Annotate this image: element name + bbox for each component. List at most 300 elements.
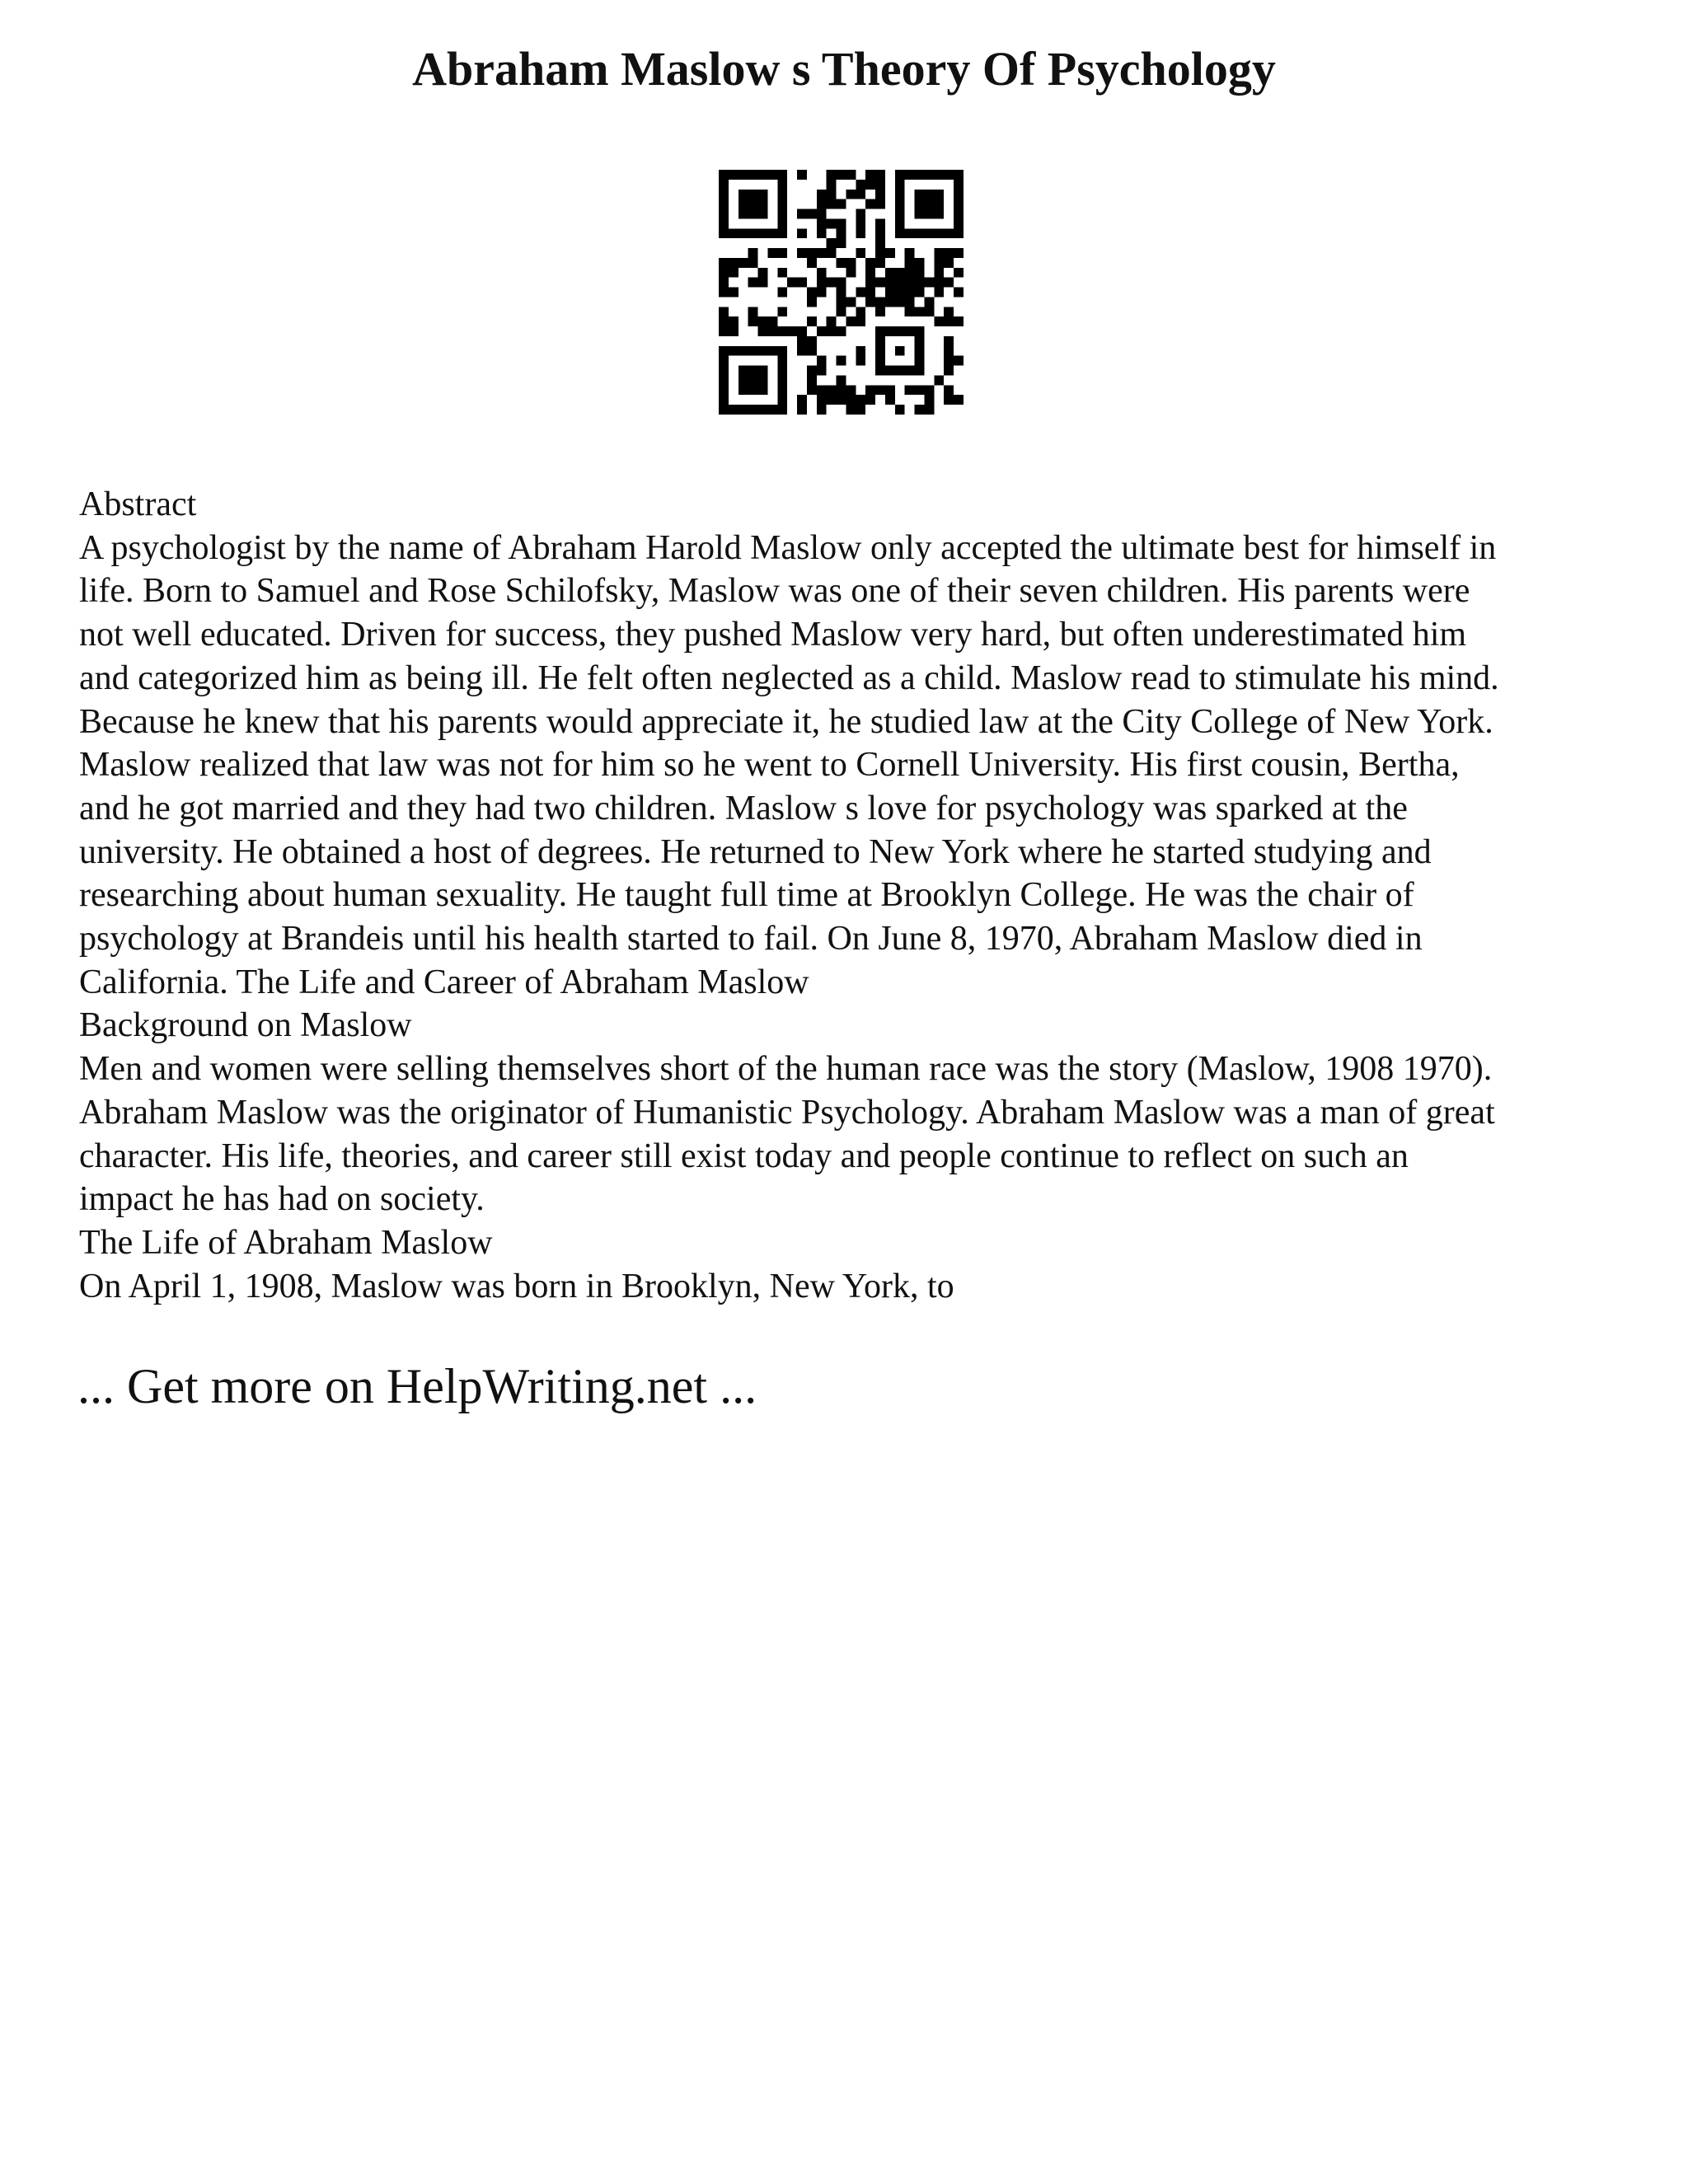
qr-module [885, 297, 895, 307]
qr-module [748, 228, 758, 238]
qr-module [719, 366, 729, 376]
qr-module [905, 288, 915, 298]
qr-module [729, 316, 738, 326]
qr-module [865, 170, 875, 180]
qr-module [807, 288, 817, 298]
qr-module [915, 405, 925, 415]
qr-module [895, 405, 905, 415]
qr-module [758, 385, 768, 395]
qr-module [856, 209, 865, 219]
qr-module [944, 258, 954, 268]
qr-module [885, 278, 895, 288]
qr-module [729, 288, 738, 298]
qr-module [797, 405, 807, 415]
qr-module [875, 278, 885, 288]
qr-module [915, 199, 925, 209]
qr-module [807, 316, 817, 326]
qr-module [837, 170, 846, 180]
qr-module [748, 258, 758, 268]
qr-module [719, 268, 729, 278]
qr-module [719, 278, 729, 288]
qr-module [954, 268, 964, 278]
qr-module [787, 326, 797, 336]
qr-module [865, 297, 875, 307]
qr-module [915, 209, 925, 219]
qr-module [748, 199, 758, 209]
qr-module [719, 356, 729, 366]
qr-module [875, 190, 885, 199]
qr-module [895, 346, 905, 356]
body-line: California. The Life and Career of Abraham Maslow [79, 963, 809, 1001]
qr-module [924, 170, 934, 180]
qr-module [905, 248, 915, 258]
body-line: character. His life, theories, and career still exist today and people continue to reflect on such an [79, 1137, 1409, 1175]
qr-module [924, 278, 934, 288]
qr-module [905, 326, 915, 336]
body-line: A psychologist by the name of Abraham Harold Maslow only accepted the ultimate best for himself in [79, 528, 1497, 567]
qr-module [797, 170, 807, 180]
qr-module [924, 307, 934, 316]
qr-module [846, 190, 856, 199]
qr-module [827, 385, 837, 395]
qr-module [817, 228, 827, 238]
qr-module [875, 366, 885, 376]
qr-module [944, 228, 954, 238]
qr-module [915, 268, 925, 278]
qr-module [738, 228, 748, 238]
qr-module [905, 385, 915, 395]
qr-module [777, 356, 787, 366]
qr-module [875, 258, 885, 268]
qr-module [729, 228, 738, 238]
qr-module [837, 278, 846, 288]
qr-module [895, 278, 905, 288]
qr-module [875, 346, 885, 356]
qr-module [767, 170, 777, 180]
body-line: not well educated. Driven for success, they pushed Maslow very hard, but often underestimated him [79, 616, 1467, 654]
qr-module [895, 180, 905, 190]
qr-module [758, 316, 768, 326]
qr-module [758, 199, 768, 209]
qr-module [729, 405, 738, 415]
qr-module [767, 346, 777, 356]
qr-module [738, 385, 748, 395]
qr-module [797, 326, 807, 336]
qr-module [846, 316, 856, 326]
qr-module [944, 385, 954, 395]
qr-module [777, 180, 787, 190]
qr-module [777, 170, 787, 180]
qr-module [767, 316, 777, 326]
heading-life: The Life of Abraham Maslow [79, 1223, 493, 1262]
qr-module [895, 228, 905, 238]
qr-module [827, 326, 837, 336]
qr-module [729, 268, 738, 278]
qr-module [944, 248, 954, 258]
qr-module [837, 297, 846, 307]
qr-module [856, 356, 865, 366]
qr-module [767, 248, 777, 258]
qr-module [758, 366, 768, 376]
qr-module [777, 375, 787, 385]
qr-module [895, 199, 905, 209]
qr-module [827, 238, 837, 248]
qr-module [837, 385, 846, 395]
qr-module [758, 170, 768, 180]
qr-module [915, 190, 925, 199]
qr-module [895, 190, 905, 199]
qr-module [748, 316, 758, 326]
qr-module [817, 268, 827, 278]
qr-module [738, 346, 748, 356]
qr-module [954, 288, 964, 298]
qr-module [915, 336, 925, 346]
qr-module [738, 258, 748, 268]
get-more-link[interactable]: ... Get more on HelpWriting.net ... [77, 1359, 757, 1413]
qr-module [924, 228, 934, 238]
qr-module [934, 199, 944, 209]
qr-module [837, 307, 846, 316]
qr-module [738, 375, 748, 385]
qr-module [865, 385, 875, 395]
qr-module [924, 395, 934, 405]
qr-module [748, 278, 758, 288]
qr-module [817, 385, 827, 395]
qr-module [875, 218, 885, 228]
qr-module [924, 199, 934, 209]
qr-module [748, 375, 758, 385]
qr-module [748, 248, 758, 258]
qr-module [729, 170, 738, 180]
qr-module [865, 395, 875, 405]
body-line: life. Born to Samuel and Rose Schilofsky, Maslow was one of their seven children. His parents were [79, 572, 1470, 611]
qr-module [934, 375, 944, 385]
qr-module [856, 405, 865, 415]
qr-module [895, 218, 905, 228]
qr-module [924, 385, 934, 395]
qr-module [856, 218, 865, 228]
qr-module [934, 248, 944, 258]
qr-module [748, 346, 758, 356]
qr-module [915, 258, 925, 268]
qr-module [797, 346, 807, 356]
qr-module [729, 258, 738, 268]
qr-module [934, 228, 944, 238]
qr-module [777, 366, 787, 376]
qr-module [797, 395, 807, 405]
qr-module [915, 346, 925, 356]
qr-module [719, 288, 729, 298]
qr-module [944, 346, 954, 356]
qr-module [846, 385, 856, 395]
qr-module [817, 218, 827, 228]
qr-module [807, 366, 817, 376]
qr-module [875, 228, 885, 238]
qr-module [719, 209, 729, 219]
qr-module [856, 228, 865, 238]
qr-module [719, 307, 729, 316]
qr-module [934, 268, 944, 278]
qr-module [817, 209, 827, 219]
qr-module [915, 170, 925, 180]
qr-module [885, 268, 895, 278]
qr-module [856, 190, 865, 199]
qr-module [817, 356, 827, 366]
qr-module [934, 278, 944, 288]
qr-module [837, 238, 846, 248]
qr-module [856, 346, 865, 356]
qr-module [895, 326, 905, 336]
qr-module [944, 278, 954, 288]
body-line: researching about human sexuality. He taught full time at Brooklyn College. He was the chair of [79, 876, 1414, 915]
qr-module [797, 278, 807, 288]
qr-module [934, 316, 944, 326]
qr-module [924, 209, 934, 219]
qr-module [738, 199, 748, 209]
qr-module [807, 258, 817, 268]
qr-module [758, 228, 768, 238]
qr-module [807, 248, 817, 258]
qr-module [767, 326, 777, 336]
qr-module [915, 326, 925, 336]
qr-module [924, 190, 934, 199]
qr-module [915, 385, 925, 395]
qr-module [865, 278, 875, 288]
qr-module [817, 199, 827, 209]
qr-module [827, 190, 837, 199]
qr-module [905, 297, 915, 307]
qr-module [837, 375, 846, 385]
qr-module [787, 278, 797, 288]
qr-module [895, 170, 905, 180]
qr-module [924, 405, 934, 415]
qr-code-graphic [719, 170, 964, 415]
qr-module [807, 346, 817, 356]
qr-module [837, 356, 846, 366]
qr-module [875, 385, 885, 395]
qr-module [797, 248, 807, 258]
qr-module [895, 297, 905, 307]
qr-module [807, 209, 817, 219]
qr-module [827, 180, 837, 190]
qr-module [797, 228, 807, 238]
qr-code-icon [719, 170, 964, 415]
qr-module [954, 316, 964, 326]
qr-module [719, 395, 729, 405]
qr-module [915, 228, 925, 238]
qr-module [758, 326, 768, 336]
qr-module [837, 395, 846, 405]
qr-module [837, 288, 846, 298]
qr-module [729, 346, 738, 356]
qr-module [895, 366, 905, 376]
qr-module [748, 307, 758, 316]
qr-module [719, 385, 729, 395]
qr-module [944, 366, 954, 376]
qr-module [934, 170, 944, 180]
qr-module [719, 316, 729, 326]
qr-module [719, 346, 729, 356]
qr-module [865, 268, 875, 278]
qr-module [777, 209, 787, 219]
qr-module [748, 405, 758, 415]
qr-module [807, 336, 817, 346]
qr-module [807, 375, 817, 385]
qr-module [944, 316, 954, 326]
qr-module [895, 288, 905, 298]
qr-module [719, 258, 729, 268]
qr-module [934, 190, 944, 199]
qr-module [738, 209, 748, 219]
qr-module [777, 199, 787, 209]
qr-module [875, 356, 885, 366]
qr-module [827, 395, 837, 405]
qr-module [954, 170, 964, 180]
qr-module [738, 366, 748, 376]
qr-module [719, 228, 729, 238]
qr-module [719, 405, 729, 415]
qr-module [846, 170, 856, 180]
qr-module [856, 248, 865, 258]
qr-module [817, 288, 827, 298]
qr-module [865, 199, 875, 209]
qr-module [885, 288, 895, 298]
qr-module [915, 278, 925, 288]
qr-module [885, 366, 895, 376]
qr-module [748, 385, 758, 395]
qr-module [817, 366, 827, 376]
qr-module [875, 307, 885, 316]
qr-module [777, 268, 787, 278]
qr-module [817, 395, 827, 405]
qr-module [944, 170, 954, 180]
qr-module [777, 346, 787, 356]
qr-module [846, 268, 856, 278]
qr-module [797, 336, 807, 346]
qr-module [719, 375, 729, 385]
qr-module [777, 405, 787, 415]
qr-module [885, 248, 895, 258]
qr-module [954, 356, 964, 366]
qr-module [944, 356, 954, 366]
qr-module [817, 278, 827, 288]
qr-module [954, 228, 964, 238]
qr-module [719, 190, 729, 199]
qr-module [837, 258, 846, 268]
qr-module [856, 316, 865, 326]
qr-module [729, 326, 738, 336]
qr-module [905, 278, 915, 288]
qr-module [934, 288, 944, 298]
qr-module [954, 209, 964, 219]
qr-module [905, 366, 915, 376]
qr-module [777, 395, 787, 405]
qr-module [748, 170, 758, 180]
qr-module [777, 248, 787, 258]
qr-module [905, 258, 915, 268]
qr-module [954, 190, 964, 199]
qr-module [846, 258, 856, 268]
qr-module [817, 190, 827, 199]
qr-module [837, 326, 846, 336]
qr-module [915, 288, 925, 298]
qr-module [738, 190, 748, 199]
qr-module [895, 268, 905, 278]
qr-module [777, 288, 787, 298]
qr-module [865, 288, 875, 298]
qr-module [856, 395, 865, 405]
body-line: Abraham Maslow was the originator of Humanistic Psychology. Abraham Maslow was a man of great [79, 1093, 1495, 1132]
body-line: impact he has had on society. [79, 1180, 485, 1219]
body-line: psychology at Brandeis until his health started to fail. On June 8, 1970, Abraham Maslow died in [79, 920, 1423, 958]
qr-module [865, 258, 875, 268]
qr-module [885, 395, 895, 405]
qr-module [719, 170, 729, 180]
qr-module [817, 405, 827, 415]
qr-module [934, 209, 944, 219]
qr-module [807, 385, 817, 395]
qr-module [885, 385, 895, 395]
qr-module [944, 336, 954, 346]
heading-abstract: Abstract [79, 485, 197, 523]
body-line: and categorized him as being ill. He felt often neglected as a child. Maslow read to stimulate his mind. [79, 658, 1499, 697]
qr-module [777, 307, 787, 316]
qr-module [837, 218, 846, 228]
qr-module [758, 268, 768, 278]
document-title: Abraham Maslow s Theory Of Psychology [412, 42, 1276, 96]
qr-module [846, 395, 856, 405]
qr-module [827, 278, 837, 288]
body-line: university. He obtained a host of degrees. He returned to New York where he started studying and [79, 832, 1432, 871]
qr-module [817, 248, 827, 258]
qr-module [827, 170, 837, 180]
qr-module [719, 326, 729, 336]
qr-module [748, 366, 758, 376]
body-line: Because he knew that his parents would appreciate it, he studied law at the City College of New York. [79, 702, 1493, 741]
qr-module [856, 307, 865, 316]
qr-module [719, 199, 729, 209]
qr-module [895, 209, 905, 219]
qr-module [827, 199, 837, 209]
qr-module [719, 218, 729, 228]
qr-module [758, 405, 768, 415]
qr-module [875, 336, 885, 346]
qr-module [865, 180, 875, 190]
body-line: Men and women were selling themselves short of the human race was the story (Maslow, 1908 1970). [79, 1050, 1493, 1089]
qr-module [875, 326, 885, 336]
qr-module [817, 326, 827, 336]
qr-module [738, 405, 748, 415]
qr-module [875, 180, 885, 190]
qr-module [905, 307, 915, 316]
qr-module [827, 218, 837, 228]
qr-module [856, 180, 865, 190]
qr-module [954, 395, 964, 405]
qr-module [875, 248, 885, 258]
qr-module [924, 297, 934, 307]
qr-module [846, 297, 856, 307]
qr-module [905, 268, 915, 278]
qr-module [777, 190, 787, 199]
qr-module [827, 316, 837, 326]
qr-module [954, 180, 964, 190]
qr-module [719, 180, 729, 190]
body-line: and he got married and they had two children. Maslow s love for psychology was sparked at the [79, 789, 1408, 827]
qr-module [915, 307, 925, 316]
qr-module [758, 346, 768, 356]
qr-module [875, 297, 885, 307]
qr-module [767, 405, 777, 415]
